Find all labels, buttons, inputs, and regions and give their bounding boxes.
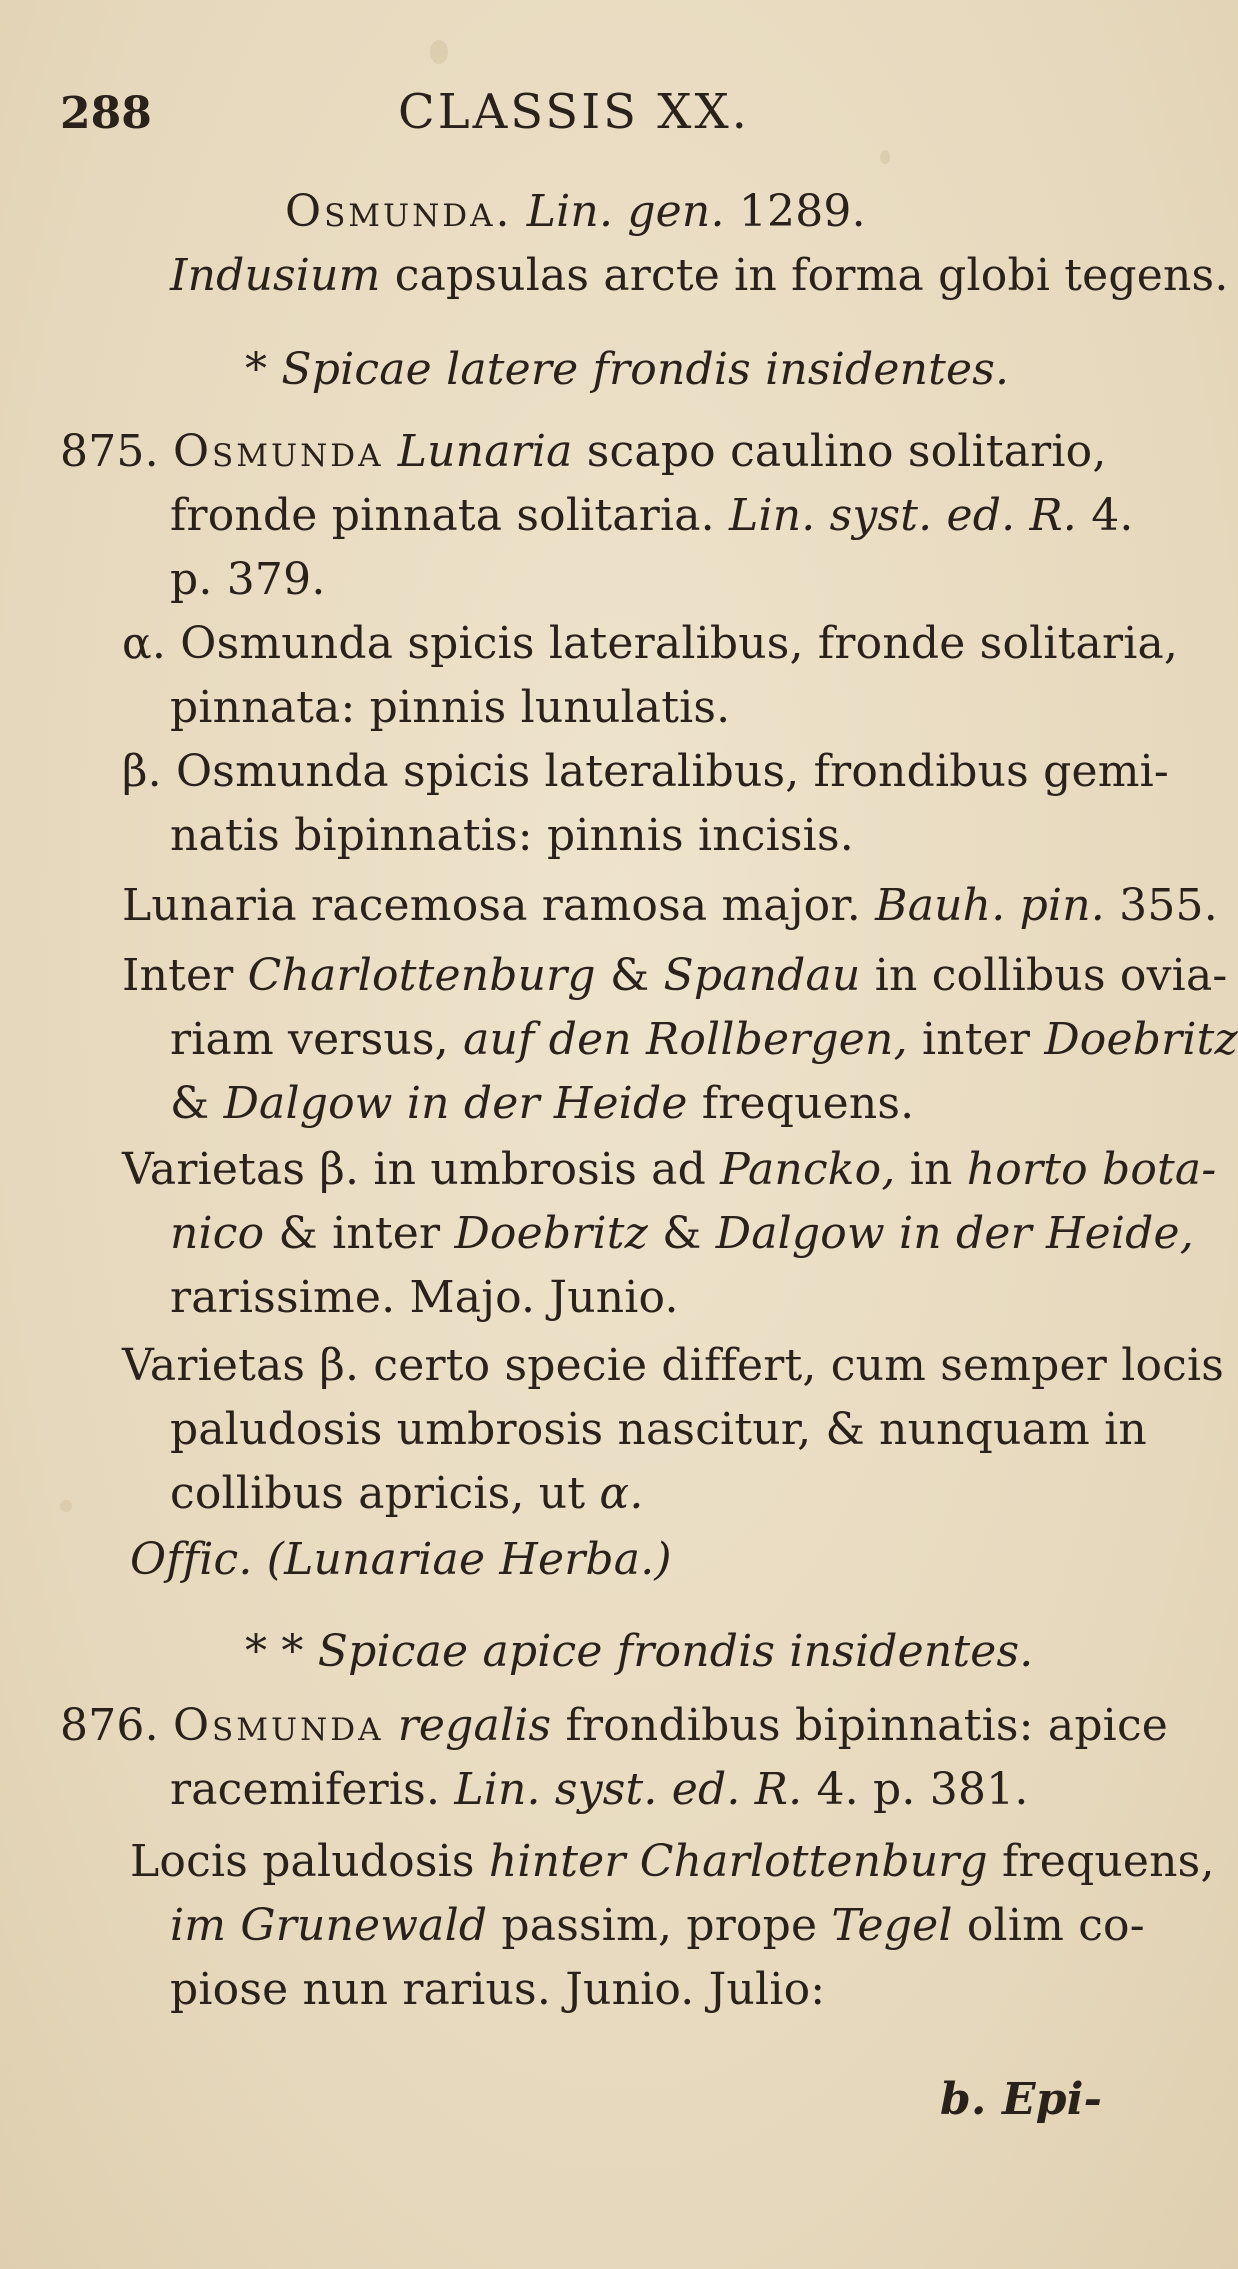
locality-text: inter bbox=[921, 1014, 1031, 1065]
diagnosis-text: fronde pinnata solitaria. bbox=[170, 490, 715, 541]
place-name: horto bota- bbox=[966, 1144, 1217, 1195]
locality-text: & bbox=[170, 1078, 210, 1129]
genus-reference-number: 1289. bbox=[738, 186, 866, 237]
note-text: collibus apricis, ut bbox=[170, 1468, 586, 1519]
paper-stain bbox=[60, 1500, 72, 1512]
diagnosis-reference: Lin. syst. ed. R. bbox=[729, 490, 1077, 541]
place-name: Doebritz bbox=[1044, 1014, 1238, 1065]
variety-note-line bbox=[170, 1208, 1194, 1259]
locality-line bbox=[122, 950, 1228, 1001]
place-name: Dalgow in der Heide, bbox=[715, 1208, 1194, 1259]
variety-text: Osmunda spicis lateralibus, frondibus gemi- bbox=[176, 746, 1169, 797]
species-epithet: regalis bbox=[397, 1700, 552, 1751]
genus-reference: Lin. gen. bbox=[526, 186, 725, 237]
diagnosis-reference: Lin. syst. ed. R. bbox=[454, 1764, 803, 1815]
catchword-text: b. Epi- bbox=[940, 2074, 1103, 2125]
place-name: Tegel bbox=[831, 1900, 953, 1951]
section-heading bbox=[245, 344, 1010, 395]
locality-text: piose nun rarius. Junio. Julio: bbox=[170, 1964, 826, 2015]
locality-line bbox=[130, 1836, 1215, 1887]
place-name: Pancko, bbox=[720, 1144, 896, 1195]
locality-text: & bbox=[609, 950, 650, 1001]
variety-marker: α. bbox=[122, 618, 167, 669]
note-text: Varietas β. certo specie differt, cum semper locis bbox=[122, 1340, 1225, 1391]
variety-note-line bbox=[170, 1468, 644, 1519]
species-number: 875. bbox=[60, 426, 159, 477]
locality-text: frequens, bbox=[1002, 1836, 1215, 1887]
place-name: Doebritz bbox=[454, 1208, 648, 1259]
synonym-line bbox=[122, 880, 1218, 931]
locality-text: Inter bbox=[122, 950, 234, 1001]
species-entry-line bbox=[60, 1700, 1169, 1751]
variety-note-line bbox=[170, 1272, 679, 1323]
place-name: nico bbox=[170, 1208, 265, 1259]
variety-note-line bbox=[122, 1340, 1225, 1391]
variety-text: Osmunda spicis lateralibus, fronde solitaria, bbox=[180, 618, 1179, 669]
species-number: 876. bbox=[60, 1700, 159, 1751]
note-text: & inter bbox=[278, 1208, 441, 1259]
locality-line bbox=[170, 1900, 1145, 1951]
variety-note-line bbox=[170, 1404, 1147, 1455]
section-heading bbox=[245, 1626, 1034, 1677]
officinal-line bbox=[130, 1534, 672, 1585]
species-diagnosis: frondibus bipinnatis: apice bbox=[565, 1700, 1169, 1751]
diagnosis-reference-number: 4. bbox=[1091, 490, 1134, 541]
synonym-text: Lunaria racemosa ramosa major. bbox=[122, 880, 861, 931]
diagnosis-text: racemiferis. bbox=[170, 1764, 441, 1815]
species-genus: Osmunda bbox=[172, 1700, 384, 1751]
species-diagnosis-line bbox=[170, 1764, 1029, 1815]
species-epithet: Lunaria bbox=[397, 426, 573, 477]
note-text: in bbox=[909, 1144, 953, 1195]
variety-beta-cont bbox=[170, 810, 854, 861]
variety-marker: β. bbox=[122, 746, 162, 797]
place-name: Charlottenburg bbox=[247, 950, 596, 1001]
species-genus: Osmunda bbox=[172, 426, 384, 477]
variety-beta bbox=[122, 746, 1169, 797]
note-text: paludosis umbrosis nascitur, & nunquam in bbox=[170, 1404, 1147, 1455]
genus-name: Osmunda. bbox=[285, 186, 513, 237]
place-name: Spandau bbox=[663, 950, 861, 1001]
place-name: auf den Rollbergen, bbox=[463, 1014, 908, 1065]
officinal-text: Offic. (Lunariae Herba.) bbox=[130, 1534, 672, 1585]
species-entry-line bbox=[60, 426, 1107, 477]
locality-text: passim, prope bbox=[501, 1900, 818, 1951]
species-diagnosis: scapo caulino solitario, bbox=[586, 426, 1107, 477]
note-text: & bbox=[662, 1208, 702, 1259]
place-name: Dalgow in der Heide bbox=[223, 1078, 688, 1129]
species-diagnosis-line bbox=[170, 490, 1134, 541]
locality-text: Locis paludosis bbox=[130, 1836, 475, 1887]
variety-text: natis bipinnatis: pinnis incisis. bbox=[170, 810, 854, 861]
place-name: hinter Charlottenburg bbox=[488, 1836, 988, 1887]
locality-text: frequens. bbox=[701, 1078, 915, 1129]
section-title: Spicae latere frondis insidentes. bbox=[281, 344, 1010, 395]
locality-text: in collibus ovia- bbox=[874, 950, 1228, 1001]
section-marker: * * bbox=[245, 1626, 304, 1677]
paper-stain bbox=[880, 150, 890, 164]
locality-line bbox=[170, 1078, 915, 1129]
paper-stain bbox=[430, 40, 448, 64]
locality-line bbox=[170, 1964, 826, 2015]
genus-heading bbox=[285, 186, 866, 237]
synonym-reference: Bauh. pin. bbox=[875, 880, 1105, 931]
section-marker: * bbox=[245, 344, 268, 395]
genus-definition bbox=[170, 250, 1229, 301]
section-title: Spicae apice frondis insidentes. bbox=[317, 1626, 1034, 1677]
diagnosis-reference-number: 4. p. 381. bbox=[816, 1764, 1029, 1815]
variety-text: pinnata: pinnis lunulatis. bbox=[170, 682, 731, 733]
species-diagnosis-line bbox=[170, 554, 326, 605]
note-text: rarissime. Majo. Junio. bbox=[170, 1272, 679, 1323]
locality-text: olim co- bbox=[966, 1900, 1145, 1951]
variety-marker: α. bbox=[599, 1468, 644, 1519]
catchword bbox=[940, 2074, 1103, 2125]
diagnosis-page: p. 379. bbox=[170, 554, 326, 605]
page-number: 288 bbox=[60, 88, 152, 139]
place-name: im Grunewald bbox=[170, 1900, 488, 1951]
note-text: Varietas β. in umbrosis ad bbox=[122, 1144, 706, 1195]
variety-note-line bbox=[122, 1144, 1217, 1195]
synonym-number: 355. bbox=[1119, 880, 1218, 931]
variety-alpha-cont bbox=[170, 682, 731, 733]
variety-alpha bbox=[122, 618, 1179, 669]
locality-line bbox=[170, 1014, 1238, 1065]
running-title: CLASSIS XX. bbox=[398, 84, 750, 140]
definition-term: Indusium bbox=[170, 250, 381, 301]
locality-text: riam versus, bbox=[170, 1014, 449, 1065]
definition-text: capsulas arcte in forma globi tegens. bbox=[394, 250, 1229, 301]
